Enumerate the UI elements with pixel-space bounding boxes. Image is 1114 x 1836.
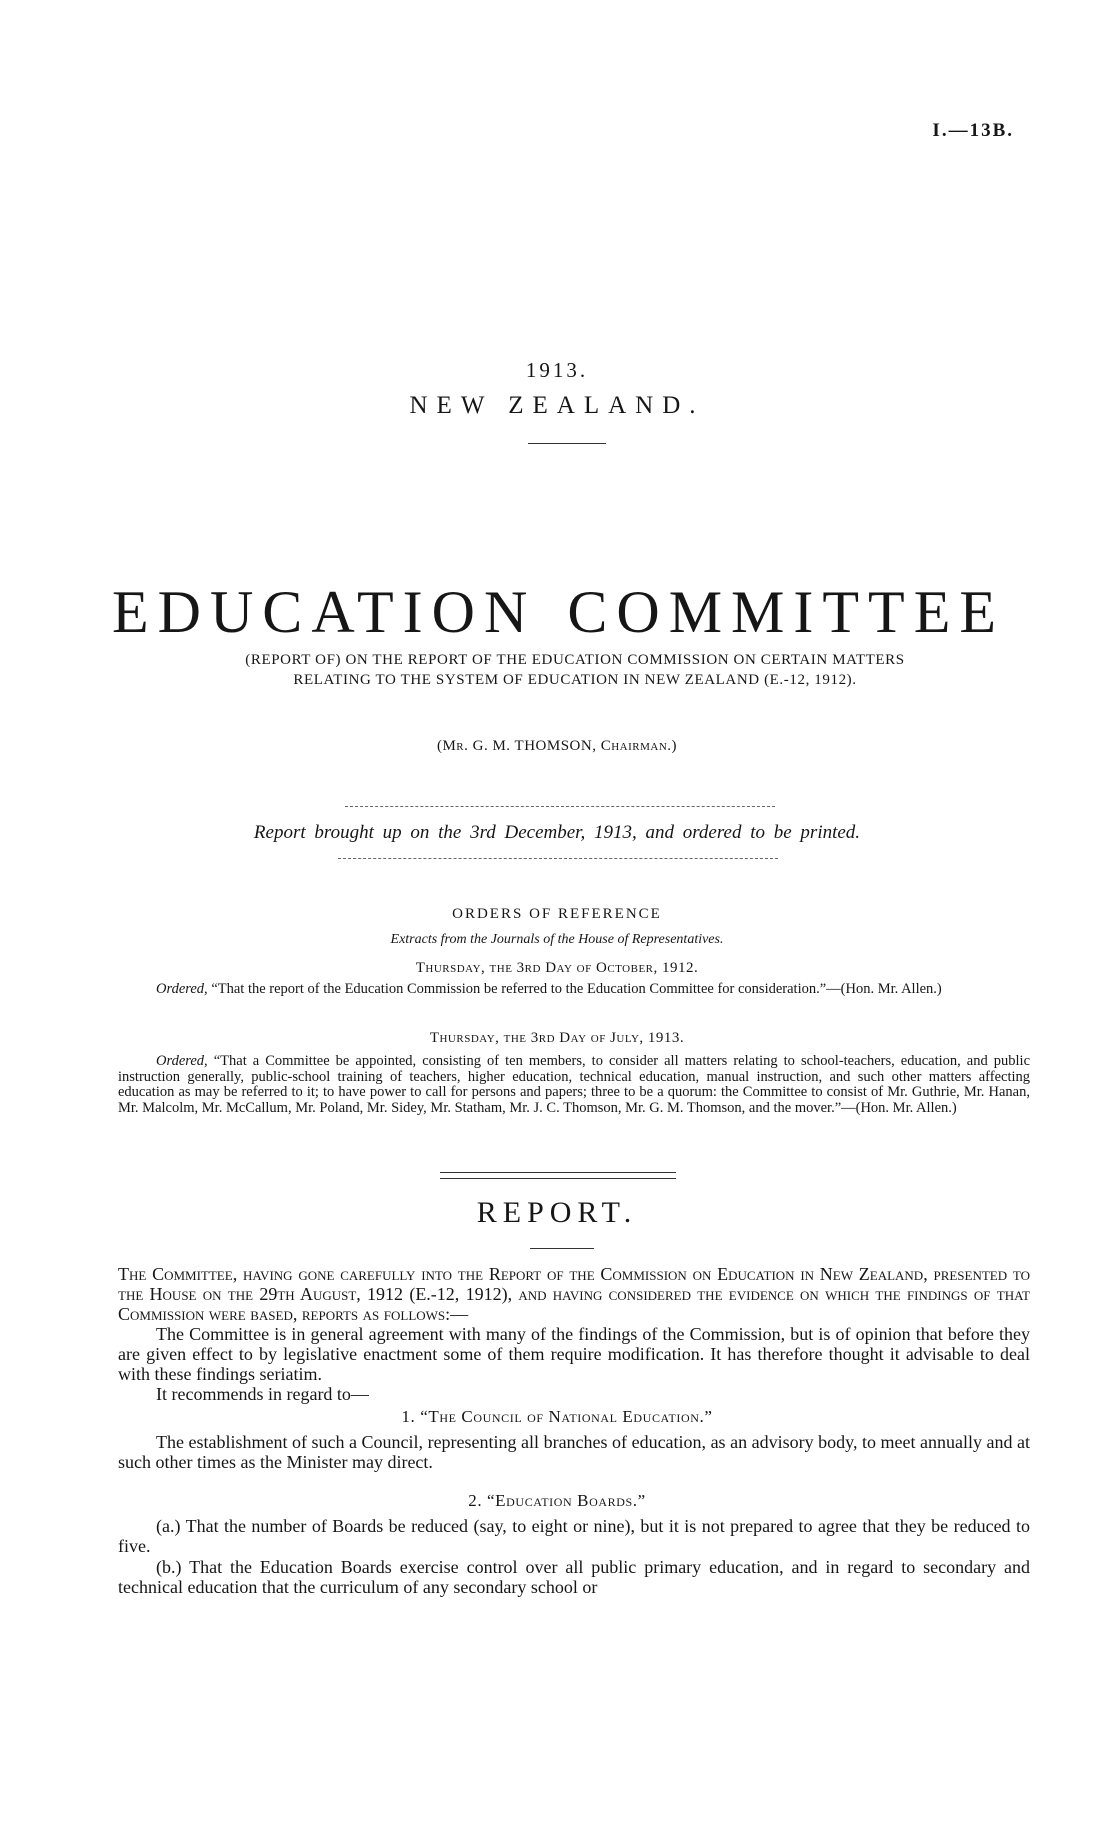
double-divider-line-1 — [440, 1172, 676, 1173]
divider-dotted-top — [345, 806, 775, 807]
order-lead-2: Ordered, — [156, 1053, 208, 1069]
order-date-1912: Thursday, the 3rd Day of October, 1912. — [415, 960, 699, 976]
order-lead-1: Ordered, — [156, 981, 208, 997]
report-paragraph-3: It recommends in regard to— — [156, 1384, 369, 1404]
order-date-1913: Thursday, the 3rd Day of July, 1913. — [429, 1030, 685, 1046]
order-text-1: “That the report of the Education Commission be referred to the Education Committee for consideration.”—(Hon. Mr. Allen.) — [211, 981, 942, 997]
section-1-heading: 1. “The Council of National Education.” — [401, 1407, 713, 1426]
title-word-education: EDUCATION — [112, 579, 537, 645]
order-paragraph-1 — [118, 982, 1030, 998]
report-paragraph-1-text: The Committee, having gone carefully into the Report of the Commission on Education in New Zealand, presented to the House on the 29th August, 1912 (E.-12, 1912), and having considered the evidence on which the findings of that Commission were based, reports as follows:— — [118, 1264, 1030, 1324]
page-reference: I.—13B. — [932, 120, 1014, 141]
order-text-2: “That a Committee be appointed, consisting of ten members, to consider all matters relating to school-teachers, education, and public instruction generally, public-school training of teachers, higher education, technical education, manual instruction, and such other matters affecting education as may be referred to it; to have power to call for persons and papers; three to be a quorum: the Committee to consist of Mr. Guthrie, Mr. Hanan, Mr. Malcolm, Mr. McCallum, Mr. Poland, Mr. Sidey, Mr. Statham, Mr. J. C. Thomson, Mr. G. M. Thomson, and the mover.”—(Hon. Mr. Allen.) — [118, 1053, 1031, 1116]
report-underline — [530, 1248, 594, 1249]
report-paragraph-1 — [118, 1264, 1030, 1324]
section-2-item-a: (a.) That the number of Boards be reduced (say, to eight or nine), but it is not prepared to agree that they be reduced to five. — [118, 1516, 1030, 1556]
brought-up-line: Report brought up on the 3rd December, 1913, and ordered to be printed. — [253, 822, 861, 843]
order-paragraph-2 — [118, 1054, 1030, 1116]
document-title — [112, 579, 1005, 645]
title-word-committee: COMMITTEE — [567, 579, 1005, 645]
section-1-text: The establishment of such a Council, representing all branches of education, as an advisory body, to meet annually and at such other times as the Minister may direct. — [118, 1432, 1030, 1472]
orders-of-reference-title: ORDERS OF REFERENCE — [452, 906, 662, 922]
report-paragraph-2: The Committee is in general agreement with many of the findings of the Commission, but is of opinion that before they are given effect to by legislative enactment some of them require modification. It has therefore thought it advisable to deal with these findings seriatim. — [118, 1324, 1030, 1384]
chairman-line: (Mr. G. M. THOMSON, Chairman.) — [436, 738, 678, 754]
section-2-heading: 2. “Education Boards.” — [468, 1491, 646, 1510]
divider-dotted-bottom — [338, 858, 778, 859]
section-2-item-b: (b.) That the Education Boards exercise control over all public primary education, and in regard to secondary and technical education that the curriculum of any secondary school or — [118, 1557, 1030, 1597]
report-heading: REPORT. — [476, 1196, 638, 1229]
divider-short — [528, 443, 606, 444]
report-body — [118, 1264, 1030, 1404]
subtitle-line-1: (REPORT OF) ON THE REPORT OF THE EDUCATION COMMISSION ON CERTAIN MATTERS — [245, 652, 905, 668]
country-heading: NEW ZEALAND. — [409, 392, 705, 419]
journal-extracts-line: Extracts from the Journals of the House of Representatives. — [390, 932, 724, 947]
document-year: 1913. — [525, 358, 589, 382]
subtitle-line-2: RELATING TO THE SYSTEM OF EDUCATION IN NEW ZEALAND (E.-12, 1912). — [293, 672, 857, 688]
document-subtitle — [150, 650, 1000, 690]
double-divider-line-2 — [440, 1178, 676, 1179]
